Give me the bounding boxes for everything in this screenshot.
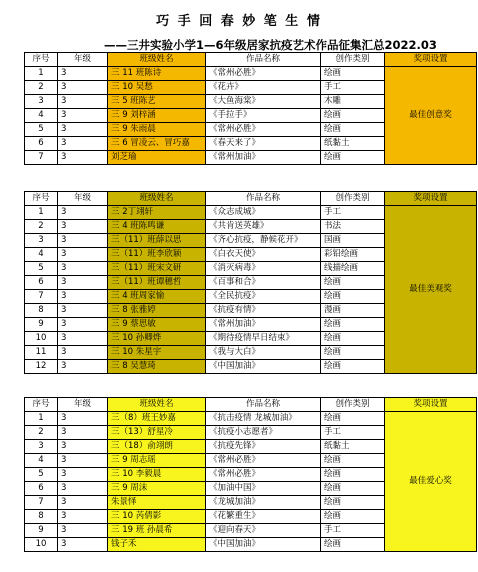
cell-grade: 3: [58, 137, 108, 151]
header-award: 奖项设置: [385, 53, 477, 67]
header-no: 序号: [25, 53, 58, 67]
cell-work-title: 《百事和合》: [206, 276, 321, 290]
page-subtitle: ——三井实验小学1—6年级居家抗疫艺术作品征集汇总2022.03: [104, 38, 437, 52]
cell-category: 绘画: [321, 67, 385, 81]
cell-grade: 3: [58, 360, 108, 374]
cell-work-title: 《春天来了》: [206, 137, 321, 151]
cell-grade: 3: [58, 206, 108, 220]
cell-work-title: 《常州加油》: [206, 151, 321, 165]
cell-class-name: 三 8 张雅婷: [108, 304, 206, 318]
table-header-row: [25, 398, 477, 412]
cell-work-title: 《迎向春天》: [206, 524, 321, 538]
cell-work-title: 《我与大白》: [206, 346, 321, 360]
cell-no: 5: [25, 468, 58, 482]
cell-category: 漫画: [321, 304, 385, 318]
cell-class-name: 朱景怿: [108, 496, 206, 510]
cell-class-name: 三（13）舒星冷: [108, 426, 206, 440]
cell-work-title: 《抗疫先锋》: [206, 440, 321, 454]
table-header-row: [25, 53, 477, 67]
cell-category: 绘画: [321, 412, 385, 426]
cell-grade: 3: [58, 318, 108, 332]
cell-work-title: 《花繁重生》: [206, 510, 321, 524]
table-row: [25, 412, 477, 426]
cell-category: 绘画: [321, 276, 385, 290]
cell-grade: 3: [58, 496, 108, 510]
cell-work-title: 《大鱼海棠》: [206, 95, 321, 109]
cell-grade: 3: [58, 538, 108, 552]
table-row: [25, 67, 477, 81]
cell-work-title: 《消灭病毒》: [206, 262, 321, 276]
header-name: 班级姓名: [108, 192, 206, 206]
cell-category: 彩铅绘画: [321, 248, 385, 262]
cell-class-name: 三（11）班李欣颖: [108, 248, 206, 262]
cell-grade: 3: [58, 123, 108, 137]
cell-grade: 3: [58, 220, 108, 234]
cell-no: 9: [25, 524, 58, 538]
cell-class-name: 三 10 朱星宇: [108, 346, 206, 360]
cell-work-title: 《白衣天使》: [206, 248, 321, 262]
cell-grade: 3: [58, 482, 108, 496]
cell-grade: 3: [58, 290, 108, 304]
table-body: [25, 67, 477, 165]
cell-class-name: 三（11）班宋文研: [108, 262, 206, 276]
cell-no: 4: [25, 454, 58, 468]
cell-work-title: 《全民抗疫》: [206, 290, 321, 304]
cell-grade: 3: [58, 346, 108, 360]
cell-no: 5: [25, 262, 58, 276]
cell-class-name: 三 5 班陈艺: [108, 95, 206, 109]
table-body: [25, 206, 477, 374]
cell-category: 绘画: [321, 318, 385, 332]
cell-no: 6: [25, 276, 58, 290]
cell-no: 7: [25, 151, 58, 165]
cell-no: 4: [25, 109, 58, 123]
cell-work-title: 《期待疫情早日结束》: [206, 332, 321, 346]
cell-category: 线描绘画: [321, 262, 385, 276]
cell-grade: 3: [58, 276, 108, 290]
header-name: 班级姓名: [108, 53, 206, 67]
cell-work-title: 《齐心抗疫，静候花开》: [206, 234, 321, 248]
cell-work-title: 《常州必胜》: [206, 67, 321, 81]
cell-grade: 3: [58, 454, 108, 468]
cell-grade: 3: [58, 440, 108, 454]
cell-category: 绘画: [321, 332, 385, 346]
cell-work-title: 《抗疫小志愿者》: [206, 426, 321, 440]
award-category-cell: 最佳创意奖: [385, 67, 477, 165]
cell-no: 2: [25, 220, 58, 234]
cell-class-name: 钱子禾: [108, 538, 206, 552]
cell-no: 11: [25, 346, 58, 360]
cell-class-name: 三 9 刘梓涵: [108, 109, 206, 123]
cell-work-title: 《中国加油》: [206, 538, 321, 552]
cell-grade: 3: [58, 67, 108, 81]
cell-no: 6: [25, 137, 58, 151]
cell-grade: 3: [58, 510, 108, 524]
cell-class-name: 三 6 冒凌云、冒巧嘉: [108, 137, 206, 151]
header-work: 作品名称: [206, 192, 321, 206]
cell-work-title: 《常州必胜》: [206, 454, 321, 468]
cell-category: 绘画: [321, 454, 385, 468]
cell-category: 绘画: [321, 496, 385, 510]
cell-class-name: 三（11）班薛以思: [108, 234, 206, 248]
cell-category: 绘画: [321, 510, 385, 524]
cell-grade: 3: [58, 151, 108, 165]
cell-grade: 3: [58, 524, 108, 538]
cell-no: 10: [25, 332, 58, 346]
cell-category: 绘画: [321, 468, 385, 482]
cell-category: 绘画: [321, 290, 385, 304]
header-work: 作品名称: [206, 398, 321, 412]
header-work: 作品名称: [206, 53, 321, 67]
cell-work-title: 《手拉手》: [206, 109, 321, 123]
cell-grade: 3: [58, 468, 108, 482]
cell-work-title: 《常州必胜》: [206, 468, 321, 482]
cell-work-title: 《共肯送英雄》: [206, 220, 321, 234]
award-table-love: [24, 397, 477, 552]
award-category-cell: 最佳美观奖: [385, 206, 477, 374]
cell-category: 手工: [321, 206, 385, 220]
header-grade: 年级: [58, 53, 108, 67]
cell-no: 4: [25, 248, 58, 262]
header-award: 奖项设置: [385, 192, 477, 206]
cell-work-title: 《龙城加油》: [206, 496, 321, 510]
cell-no: 1: [25, 206, 58, 220]
cell-no: 12: [25, 360, 58, 374]
cell-no: 6: [25, 482, 58, 496]
cell-class-name: 三 9 蔡思敏: [108, 318, 206, 332]
cell-no: 10: [25, 538, 58, 552]
cell-grade: 3: [58, 262, 108, 276]
cell-no: 5: [25, 123, 58, 137]
cell-class-name: 刘芝瑜: [108, 151, 206, 165]
cell-grade: 3: [58, 234, 108, 248]
cell-category: 书法: [321, 220, 385, 234]
cell-grade: 3: [58, 95, 108, 109]
cell-work-title: 《加油中国》: [206, 482, 321, 496]
cell-class-name: 三 9 周沫: [108, 482, 206, 496]
cell-class-name: 三（18）俞翊朗: [108, 440, 206, 454]
cell-class-name: 三（8）班王妙嘉: [108, 412, 206, 426]
cell-no: 3: [25, 95, 58, 109]
cell-category: 纸黏土: [321, 440, 385, 454]
cell-no: 2: [25, 81, 58, 95]
cell-no: 1: [25, 67, 58, 81]
cell-work-title: 《众志成城》: [206, 206, 321, 220]
header-name: 班级姓名: [108, 398, 206, 412]
cell-category: 手工: [321, 426, 385, 440]
cell-no: 8: [25, 304, 58, 318]
cell-category: 国画: [321, 234, 385, 248]
header-award: 奖项设置: [385, 398, 477, 412]
cell-category: 木雕: [321, 95, 385, 109]
cell-no: 3: [25, 234, 58, 248]
cell-class-name: 三 19 班 孙晨希: [108, 524, 206, 538]
cell-category: 绘画: [321, 109, 385, 123]
cell-class-name: 三 2丁翊轩: [108, 206, 206, 220]
cell-class-name: 三 10 芮倩影: [108, 510, 206, 524]
cell-no: 3: [25, 440, 58, 454]
cell-category: 绘画: [321, 360, 385, 374]
cell-class-name: 三 10 李毅晨: [108, 468, 206, 482]
header-no: 序号: [25, 192, 58, 206]
cell-no: 9: [25, 318, 58, 332]
cell-category: 手工: [321, 524, 385, 538]
page-title: 巧 手 回 春 妙 笔 生 情: [156, 14, 322, 29]
header-no: 序号: [25, 398, 58, 412]
cell-class-name: 三 4 班周家愉: [108, 290, 206, 304]
cell-class-name: 三 9 朱雨晨: [108, 123, 206, 137]
cell-category: 纸黏土: [321, 137, 385, 151]
table-body: [25, 412, 477, 552]
header-grade: 年级: [58, 192, 108, 206]
cell-class-name: 三 9 周志瑶: [108, 454, 206, 468]
cell-class-name: 三 11 班陈诗: [108, 67, 206, 81]
cell-category: 绘画: [321, 482, 385, 496]
cell-category: 手工: [321, 81, 385, 95]
header-grade: 年级: [58, 398, 108, 412]
cell-grade: 3: [58, 81, 108, 95]
header-type: 创作类别: [321, 53, 385, 67]
award-table-beauty: [24, 191, 477, 374]
cell-work-title: 《花卉》: [206, 81, 321, 95]
cell-grade: 3: [58, 304, 108, 318]
cell-grade: 3: [58, 332, 108, 346]
cell-class-name: 三 10 吴愁: [108, 81, 206, 95]
cell-work-title: 《抗疫有情》: [206, 304, 321, 318]
cell-grade: 3: [58, 109, 108, 123]
cell-no: 7: [25, 290, 58, 304]
cell-class-name: 三 10 孙卿烨: [108, 332, 206, 346]
cell-work-title: 《常州必胜》: [206, 123, 321, 137]
award-category-cell: 最佳爱心奖: [385, 412, 477, 552]
award-table-creative: [24, 52, 477, 165]
cell-category: 绘画: [321, 538, 385, 552]
cell-category: 绘画: [321, 346, 385, 360]
cell-grade: 3: [58, 426, 108, 440]
cell-no: 7: [25, 496, 58, 510]
cell-work-title: 《常州加油》: [206, 318, 321, 332]
cell-no: 8: [25, 510, 58, 524]
table-row: [25, 206, 477, 220]
cell-grade: 3: [58, 248, 108, 262]
cell-class-name: 三 4 班陈鸣谦: [108, 220, 206, 234]
cell-no: 2: [25, 426, 58, 440]
cell-category: 绘画: [321, 123, 385, 137]
cell-work-title: 《抗击疫情 龙城加油》: [206, 412, 321, 426]
cell-no: 1: [25, 412, 58, 426]
cell-class-name: 三（11）班谭穗哲: [108, 276, 206, 290]
cell-work-title: 《中国加油》: [206, 360, 321, 374]
cell-category: 绘画: [321, 151, 385, 165]
cell-class-name: 三 8 吴慧琦: [108, 360, 206, 374]
cell-grade: 3: [58, 412, 108, 426]
table-header-row: [25, 192, 477, 206]
header-type: 创作类别: [321, 192, 385, 206]
header-type: 创作类别: [321, 398, 385, 412]
